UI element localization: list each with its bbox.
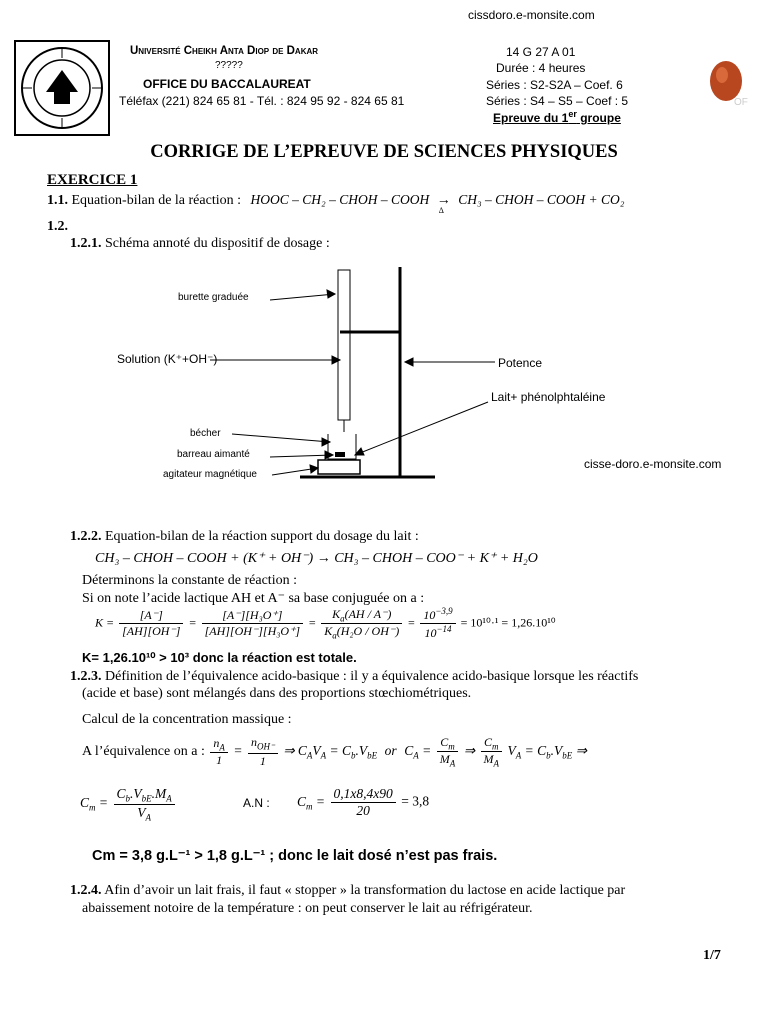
label-solution: Solution (K⁺+OH⁻)	[117, 352, 218, 366]
q124-line2: abaissement notoire de la température : on peut conserver le lait au réfrigérateur.	[82, 901, 533, 916]
label-agitateur: agitateur magnétique	[163, 469, 257, 480]
k-formula: K = $\frac{[A^-]}{[AH][OH^-]}$ = $\frac{\text{[A⁻][H₃O⁺]}}{\text{[AH][OH⁻][H₃O⁺]}}$ = $\frac{K_a(AH / A^-)}{K_a(H_2O / OH^-)}$ = $\frac{10^{-3,9}}{10^{-14}}$ = 10¹⁰·¹ = 1,26.10¹⁰	[95, 606, 556, 641]
watermark-top: cissdoro.e-monsite.com	[468, 8, 595, 22]
label-potence: Potence	[498, 356, 543, 370]
watermark-mid: cisse-doro.e-monsite.com	[584, 457, 722, 471]
q121-line: 1.2.1. Schéma annoté du dispositif de dosage :	[70, 236, 330, 251]
exam-series-2: Séries : S4 – S5 – Coef : 5	[486, 94, 629, 108]
q123-def1: 1.2.3. Définition de l’équivalence acido-basique : il y a équivalence acido-basique lorsque les réactifs	[70, 669, 639, 684]
exercise-heading: EXERCICE 1	[47, 172, 138, 188]
office-name: OFFICE DU BACCALAUREAT	[143, 77, 311, 91]
q122-equation: CH₃ – CHOH – COOH + (K⁺ + OH⁻) → CH₃ – CHOH – COO⁻ + K⁺ + H₂O	[95, 551, 538, 566]
university-name: Université Cheikh Anta Diop de Dakar	[130, 45, 319, 57]
q11-line: 1.1. Equation-bilan de la réaction : HOOC – CH₂ – CHOH – COOH → Δ CH₃ – CHOH – COOH + CO₂	[47, 192, 625, 215]
q12-heading: 1.2.	[47, 219, 68, 234]
cm-formula: $C_m$ = $\frac{C_b.V_{bE}.M_A}{V_A}$	[80, 786, 177, 822]
page-title: CORRIGE DE L’EPREUVE DE SCIENCES PHYSIQUES	[150, 142, 618, 162]
an-label: A.N :	[243, 796, 270, 810]
page-number: 1/7	[703, 948, 721, 963]
label-becher: bécher	[190, 428, 221, 439]
q122-det: Déterminons la constante de réaction :	[82, 573, 297, 588]
university-seal-logo	[14, 40, 110, 136]
equivalence-formula: A l’équivalence on a : $\frac{n_A}{1}$ = $\frac{n_{OH^-}}{1}$ ⇒ $C_AV_A = C_b.V_{bE}$ or $C_A$ = $\frac{C_m}{M_A}$ ⇒ $\frac{C_m}{M_A}$ $V_A = C_b.V_{bE}$ ⇒	[82, 735, 587, 769]
q124-line1: 1.2.4. Afin d’avoir un lait frais, il faut « stopper » la transformation du lactose en acide lactique par	[70, 883, 626, 898]
office-logo	[690, 55, 760, 110]
label-barreau: barreau aimanté	[177, 449, 250, 460]
k-conclusion: K= 1,26.10¹⁰ > 10³ donc la réaction est totale.	[82, 650, 357, 665]
q123-calc: Calcul de la concentration massique :	[82, 712, 292, 727]
an-formula: $C_m$ = $\frac{0,1x8,4x90}{20}$ = 3,8	[297, 786, 430, 818]
label-lait: Lait+ phénolphtaléine	[491, 390, 606, 404]
contact-line: Téléfax (221) 824 65 81 - Tél. : 824 95 92 - 824 65 81	[119, 94, 405, 108]
cm-conclusion: Cm = 3,8 g.L⁻¹ > 1,8 g.L⁻¹ ; donc le lait dosé n’est pas frais.	[92, 848, 498, 864]
svg-text:OF: OF	[734, 97, 748, 108]
q123-def2: (acide et base) sont mélangés dans des proportions stœchiométriques.	[82, 686, 472, 701]
exam-series-1: Séries : S2-S2A – Coef. 6	[486, 78, 623, 92]
q122-note: Si on note l’acide lactique AH et A⁻ sa base conjuguée on a :	[82, 591, 425, 606]
exam-code: 14 G 27 A 01	[506, 45, 576, 59]
university-sub: ?????	[215, 60, 243, 71]
exam-epreuve: Epreuve du 1er groupe	[493, 109, 621, 125]
q122-line: 1.2.2. Equation-bilan de la réaction support du dosage du lait :	[70, 529, 419, 544]
label-burette: burette graduée	[178, 292, 249, 303]
exam-duration: Durée : 4 heures	[496, 61, 586, 75]
